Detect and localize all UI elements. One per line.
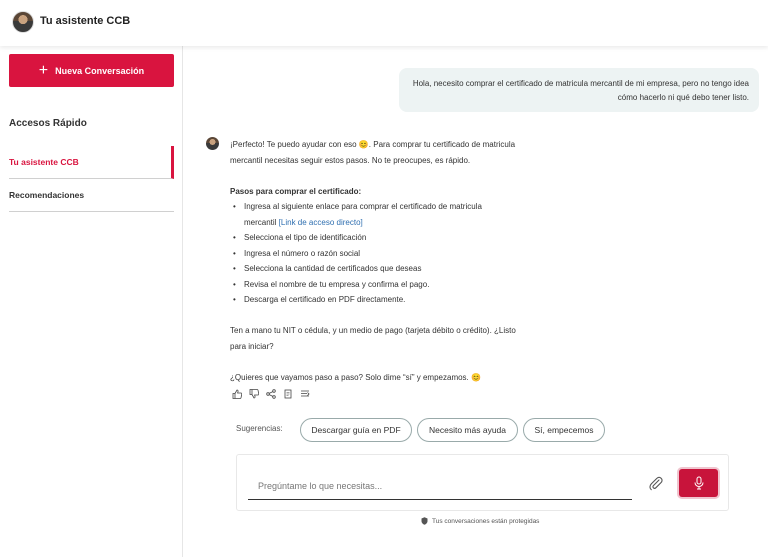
share-icon[interactable] [265, 388, 277, 400]
step-item: • Revisa el nombre de tu empresa y confirma el pago. [230, 277, 560, 293]
step-item [230, 199, 560, 230]
requirements-line: para iniciar? [230, 341, 274, 351]
plus-icon: + [38, 61, 49, 79]
suggestion-chip[interactable]: Sí, empecemos [523, 418, 605, 442]
sidebar-item-assistant[interactable] [9, 146, 174, 179]
thumbs-down-icon[interactable] [248, 388, 260, 400]
thumbs-up-icon[interactable] [231, 388, 243, 400]
steps-list [230, 199, 560, 308]
step-text: mercantil [244, 217, 279, 227]
microphone-button[interactable] [679, 469, 718, 497]
new-conversation-label: Nueva Conversación [55, 65, 145, 76]
direct-access-link[interactable]: [Link de acceso directo] [278, 217, 363, 227]
suggestion-chip[interactable]: Necesito más ayuda [417, 418, 518, 442]
message-input[interactable] [248, 472, 632, 500]
bot-intro-line: mercantil necesitas seguir estos pasos. No te preocupes, es rápido. [230, 155, 471, 165]
bot-avatar [206, 137, 219, 150]
suggestions-label: Sugerencias: [236, 424, 283, 433]
new-conversation-button[interactable] [9, 54, 174, 87]
bot-message [230, 137, 560, 385]
suggestion-chip[interactable]: Descargar guía en PDF [300, 418, 412, 442]
message-composer [236, 454, 729, 511]
sidebar-item-label: Recomendaciones [9, 190, 85, 200]
shield-icon [421, 517, 428, 525]
privacy-note [421, 517, 539, 525]
step-item: • Selecciona el tipo de identificación [230, 230, 560, 246]
step-item: • Selecciona la cantidad de certificados que deseas [230, 261, 560, 277]
attach-icon[interactable] [648, 475, 664, 491]
microphone-icon [693, 476, 705, 490]
sidebar [0, 46, 183, 557]
requirements-line: Ten a mano tu NIT o cédula, y un medio de pago (tarjeta débito o crédito). ¿Listo [230, 326, 516, 335]
app-title: Tu asistente CCB [40, 15, 131, 27]
step-item: • Descarga el certificado en PDF directamente. [230, 292, 560, 308]
message-actions [231, 388, 311, 400]
quick-access-title: Accesos Rápido [9, 118, 87, 129]
user-message: Hola, necesito comprar el certificado de matricula mercantil de mi empresa, pero no tengo idea cómo hacerlo ni qué debo tener listo. [399, 68, 759, 112]
text-format-icon[interactable] [299, 388, 311, 400]
step-item: • Ingresa el número o razón social [230, 246, 560, 262]
sidebar-item-label: Tu asistente CCB [9, 157, 79, 167]
steps-title: Pasos para comprar el certificado: [230, 186, 362, 196]
bot-intro-line: ¡Perfecto! Te puedo ayudar con eso 😊. Para comprar tu certificado de matricula [230, 140, 516, 149]
copy-icon[interactable] [282, 388, 294, 400]
assistant-avatar [12, 11, 34, 33]
sidebar-item-recommendations[interactable] [9, 179, 174, 212]
closing-line: ¿Quieres que vayamos paso a paso? Solo dime “sí” y empezamos. 😊 [230, 372, 481, 382]
privacy-text: Tus conversaciones están protegidas [432, 517, 540, 525]
step-text: Ingresa al siguiente enlace para comprar el certificado de matricula [244, 202, 482, 211]
top-header [0, 0, 768, 46]
